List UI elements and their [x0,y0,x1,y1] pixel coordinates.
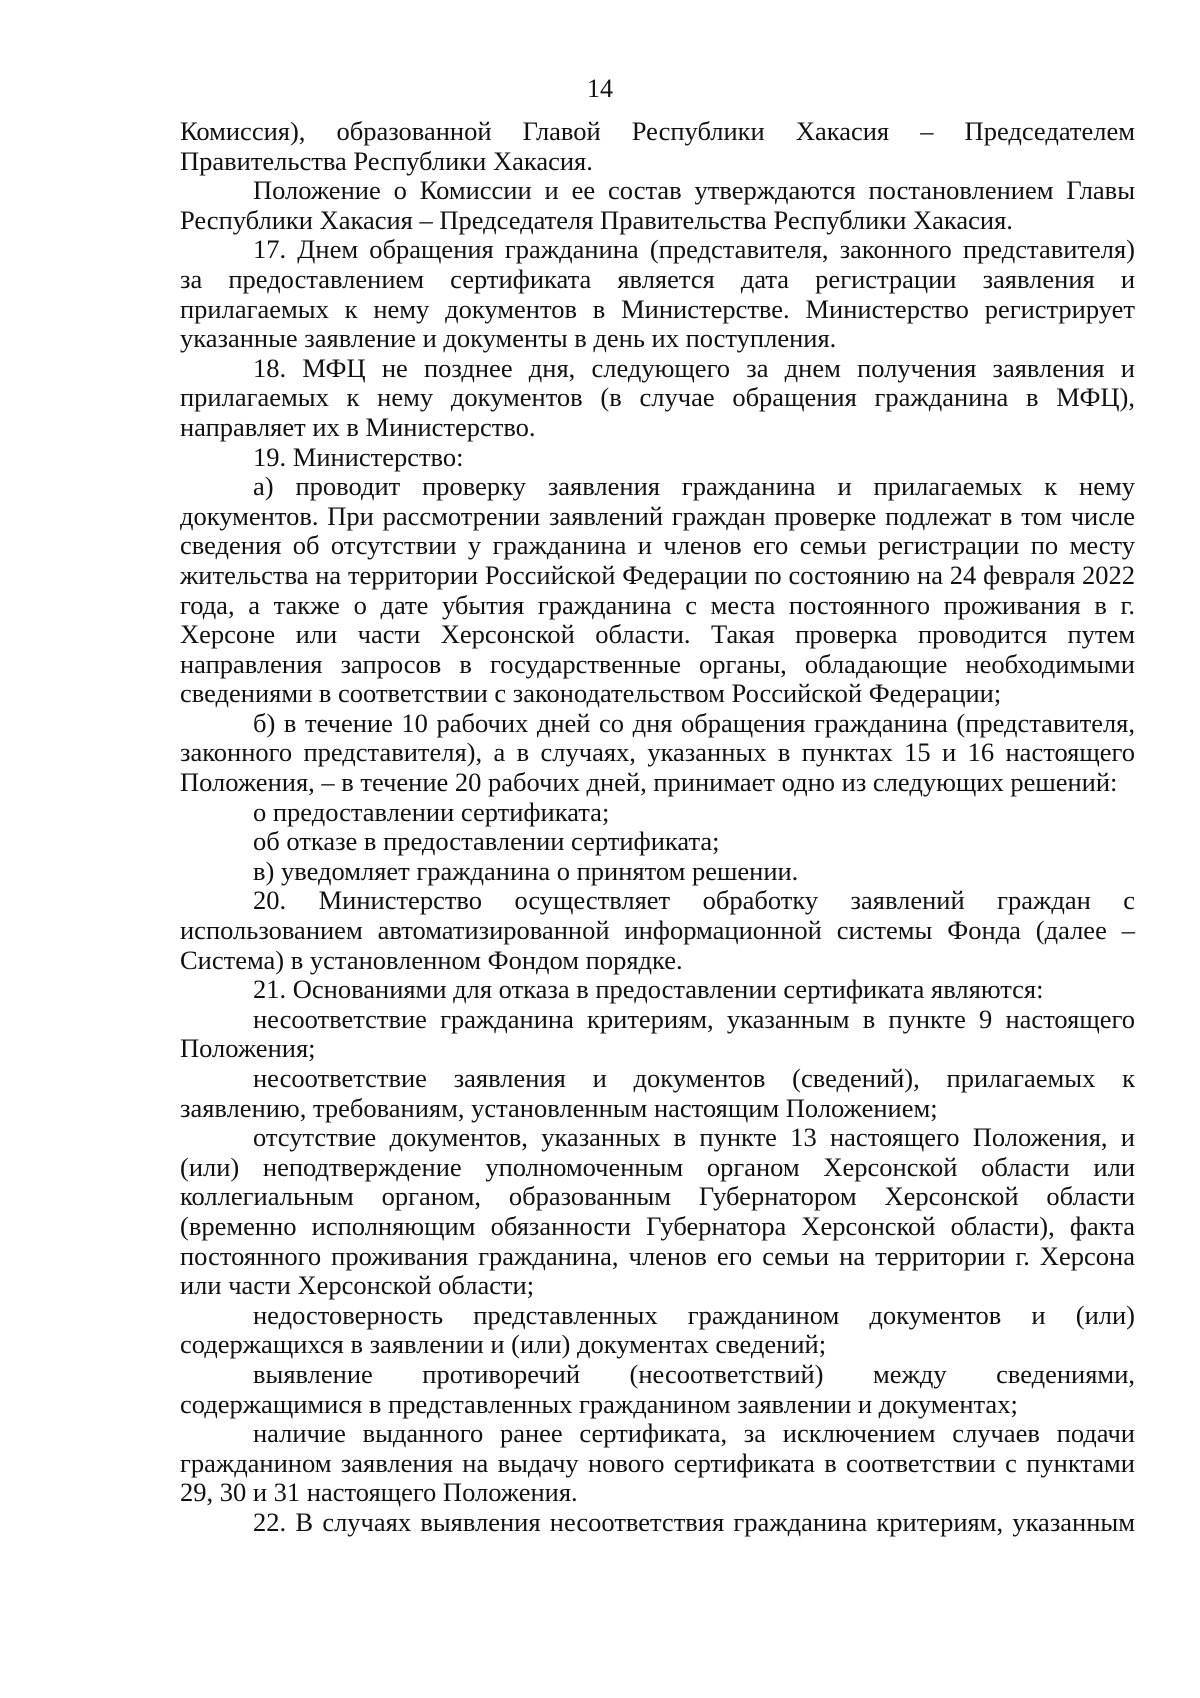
paragraph-22: 22. В случаях выявления несоответствия гражданина критериям, указанным [253,1506,1135,1537]
paragraph-commission-regulation: Положение о Комиссии и ее состав утверждаются постановлением Главы Республики Хакасия – Председателя Правительства Республики Хакасия. [180,175,1135,235]
paragraph-21-ground-4: недостоверность представленных гражданином документов и (или) содержащихся в заявлении и (или) документах сведений; [180,1299,1135,1360]
paragraph-21-ground-3: отсутствие документов, указанных в пункте 13 настоящего Положения, и (или) неподтверждение уполномоченным органом Херсонской области или коллегиальным органом, образованным Губернатором Херсонской области (временно исполняющим обязанности Губернатора Херсонской области), факта постоянного проживания гражданина, членов его семьи на территории г. Херсона или части Херсонской области; [180,1122,1135,1301]
paragraph-19-a: а) проводит проверку заявления гражданина и прилагаемых к нему документов. При рассмотрении заявлений граждан проверке подлежат в том числе сведения об отсутствии у гражданина и членов его семьи регистрации по месту жительства на территории Российской Федерации по состоянию на 24 февраля 2022 года, а также о дате убытия гражданина с места постоянного проживания в г. Херсоне или части Херсонской области. Такая проверка проводится путем направления запросов в государственные органы, обладающие необходимыми сведениями в соответствии с законодательством Российской Федерации; [180,471,1135,709]
paragraph-17: 17. Днем обращения гражданина (представителя, законного представителя) за предоставлением сертификата является дата регистрации заявления и прилагаемых к нему документов в Министерстве. Министерство регистрирует указанные заявление и документы в день их поступления. [180,234,1135,354]
document-body [180,117,1135,1538]
paragraph-decision-refuse: об отказе в предоставлении сертификата; [253,826,720,857]
paragraph-21-ground-6: наличие выданного ранее сертификата, за исключением случаев подачи гражданином заявления на выдачу нового сертификата в соответствии с пунктами 29, 30 и 31 настоящего Положения. [180,1418,1135,1508]
paragraph-19-v: в) уведомляет гражданина о принятом решении. [253,855,799,886]
paragraph-19-b: б) в течение 10 рабочих дней со дня обращения гражданина (представителя, законного представителя), а в случаях, указанных в пунктах 15 и 16 настоящего Положения, – в течение 20 рабочих дней, принимает одно из следующих решений: [180,707,1135,798]
paragraph-decision-grant: о предоставлении сертификата; [253,796,610,827]
paragraph-21-ground-2: несоответствие заявления и документов (сведений), прилагаемых к заявлению, требованиям, установленным настоящим Положением; [180,1063,1135,1123]
paragraph-21-ground-1: несоответствие гражданина критериям, указанным в пункте 9 настоящего Положения; [180,1003,1135,1064]
paragraph-21-ground-5: выявление противоречий (несоответствий) между сведениями, содержащимися в представленных гражданином заявлении и документах; [180,1358,1135,1419]
paragraph-19: 19. Министерство: [253,441,464,472]
paragraph-18: 18. МФЦ не позднее дня, следующего за днем получения заявления и прилагаемых к нему документов (в случае обращения гражданина в МФЦ), направляет их в Министерство. [180,352,1135,442]
paragraph-21: 21. Основаниями для отказа в предоставлении сертификата являются: [253,974,1044,1005]
paragraph-20: 20. Министерство осуществляет обработку заявлений граждан с использованием автоматизированной информационной системы Фонда (далее – Система) в установленном Фондом порядке. [180,885,1135,975]
paragraph-commission-continuation: Комиссия), образованной Главой Республики Хакасия – Председателем Правительства Республики Хакасия. [180,116,1135,176]
page-number: 14 [587,74,613,103]
